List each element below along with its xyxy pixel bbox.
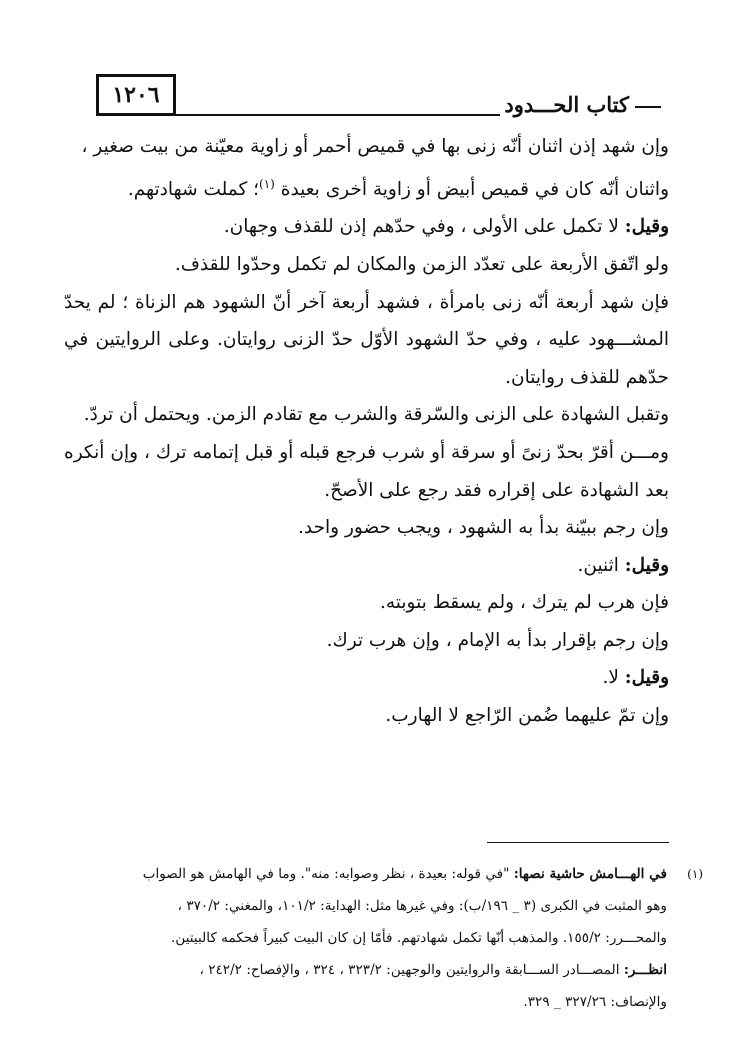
paragraph: ومـــن أقرّ بحدّ زنىً أو سرقة أو شرب فرجع قبله أو قبل إتمامه ترك ، وإن أنكره بعد الشهادة على إقراره فقد رجع على الأصحّ.: [64, 441, 669, 501]
paragraph: [64, 128, 669, 166]
footnote-line: [64, 858, 667, 890]
paragraph-text: وإن شهد إذن اثنان أنّه زنى بها في قميص أحمر أو زاوية معيّنة من بيت صغير ،: [81, 136, 669, 157]
footnote-line: [64, 954, 667, 986]
qila-label: وقيل:: [624, 554, 669, 576]
footnote-text: "في قوله: بعيدة ، نظر وصوابه: منه". وما في الهامش هو الصواب: [142, 866, 510, 882]
footnote-line: وهو المثبت في الكبرى (٣ _ ١٩٦/ب): وفي غيرها مثل: الهداية: ١٠١/٢، والمغني: ٣٧٠/٢ ،: [177, 898, 667, 914]
paragraph: وإن رجم ببيّنة بدأ به الشهود ، ويجب حضور واحد.: [298, 517, 669, 539]
footnote-separator: [487, 842, 669, 843]
qila-label: وقيل:: [624, 216, 669, 238]
paragraph: وإن رجم بإقرار بدأ به الإمام ، وإن هرب ترك.: [326, 629, 669, 651]
footnote-lead: انظـــر:: [623, 962, 667, 978]
header-dash: [635, 106, 661, 108]
footnote-body: [64, 858, 667, 1018]
paragraph: [64, 659, 669, 697]
footnote-line: والإنصاف: ٣٢٧/٢٦ _ ٣٢٩.: [523, 994, 667, 1010]
footnote-text: المصـــادر الســـابقة والروايتين والوجهين: ٣٢٣/٢ ، ٣٢٤ ، والإفصاح: ٢٤٢/٢ ،: [199, 962, 620, 978]
qila-label: وقيل:: [624, 667, 669, 689]
paragraph-text: واثنان أنّه كان في قميص أبيض أو زاوية أخرى بعيدة: [280, 178, 669, 200]
paragraph: وإن تمّ عليهما ضُمن الرّاجع لا الهارب.: [385, 705, 669, 727]
page-number: ١٢٠٦: [96, 74, 176, 116]
paragraph: ولو اتّفق الأربعة على تعدّد الزمن والمكان لم تكمل وحدّوا للقذف.: [174, 253, 669, 275]
paragraph-text: لا.: [602, 667, 619, 689]
footnote: [64, 858, 703, 1018]
paragraph-text: ؛ كملت شهادتهم.: [127, 178, 260, 200]
footnote-reference: (١): [259, 176, 275, 191]
main-text: [64, 128, 669, 735]
paragraph: [64, 208, 669, 246]
footnote-lead: في الهـــامش حاشية نصها:: [513, 866, 667, 882]
running-header: [500, 92, 665, 117]
book-title: كتاب الحـــدود: [504, 92, 629, 117]
paragraph-text: اثنين.: [577, 554, 619, 576]
footnote-line: والمحـــرر: ١٥٥/٢. والمذهب أنّها تكمل شهادتهم. فأمّا إن كان البيت كبيراً فحكمه كالبيتين.: [171, 930, 667, 946]
paragraph-text: لا تكمل على الأولى ، وفي حدّهم إذن للقذف وجهان.: [223, 216, 619, 238]
paragraph: فإن هرب لم يترك ، ولم يسقط بتوبته.: [380, 592, 669, 614]
paragraph: فإن شهد أربعة أنّه زنى بامرأة ، فشهد أربعة آخر أنّ الشهود هم الزناة ؛ لم يحدّ المشـــهود عليه ، وفي حدّ الشهود الأوّل حدّ الزنى روايتان. وعلى الروايتين في حدّهم للقذف روايتان.: [64, 291, 669, 388]
paragraph: [64, 166, 669, 209]
paragraph: وتقبل الشهادة على الزنى والسّرقة والشرب مع تقادم الزمن. ويحتمل أن تردّ.: [83, 404, 669, 426]
footnote-marker: (١): [687, 867, 703, 881]
paragraph: [64, 547, 669, 585]
